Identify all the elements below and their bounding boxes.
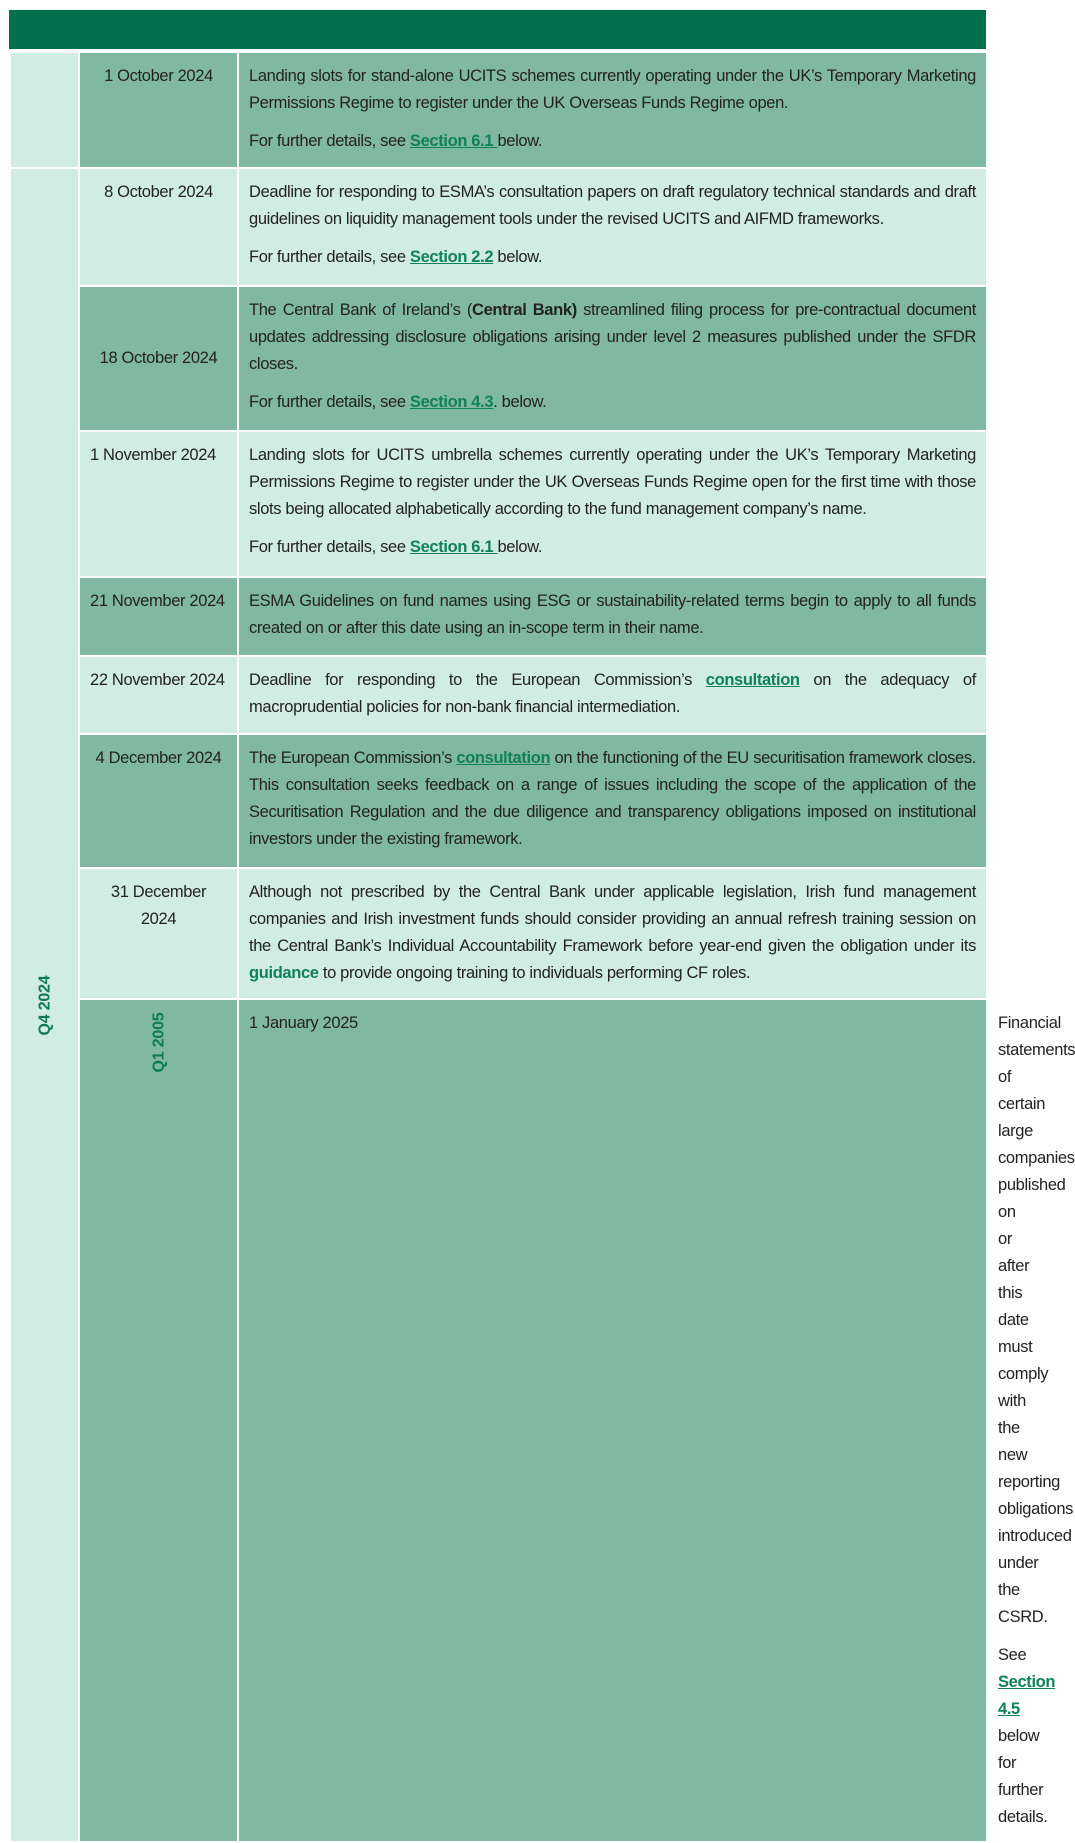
description-cell bbox=[238, 286, 987, 431]
date-text: 31 December 2024 bbox=[110, 883, 207, 928]
consultation-link[interactable]: consultation bbox=[705, 671, 800, 689]
description-cell bbox=[238, 431, 987, 577]
defined-term: Central Bank) bbox=[472, 301, 577, 319]
further-details-suffix: below for further details. bbox=[998, 1727, 1048, 1826]
table-row bbox=[10, 431, 987, 577]
description-text: Landing slots for stand-alone UCITS schemes currently operating under the UK’s Temporary Marketing Permissions Regime to register under the UK Overseas Funds Regime open. bbox=[249, 67, 976, 112]
description-text: Landing slots for UCITS umbrella schemes currently operating under the UK’s Temporary Marketing Permissions Regime to register under the UK Overseas Funds Regime open for the first time with those slots being allocated alphabetically according to the fund management company’s name. bbox=[249, 446, 976, 518]
description-text bbox=[249, 297, 976, 378]
further-details-prefix: For further details, see bbox=[249, 248, 410, 266]
further-details-suffix: below. bbox=[497, 132, 543, 150]
quarter-label: Q1 2005 bbox=[149, 1012, 167, 1073]
further-details-prefix: For further details, see bbox=[249, 538, 410, 556]
table-row: Q1 2005 1 January 2025 Financial statements of certain large companies published on or after this date must comply with the new reporting obligations introduced under the CSRD. See Section 4.5 below for further details. bbox=[10, 999, 987, 1842]
further-details-suffix: below. bbox=[497, 538, 543, 556]
date-cell: 8 October 2024 bbox=[79, 168, 238, 286]
further-details-prefix: For further details, see bbox=[249, 393, 410, 411]
text-segment: The European Commission’s bbox=[249, 749, 457, 767]
further-details-prefix: See bbox=[998, 1646, 1027, 1664]
further-details bbox=[249, 128, 976, 155]
further-details-prefix: For further details, see bbox=[249, 132, 410, 150]
guidance-link[interactable]: guidance bbox=[249, 964, 319, 982]
text-segment: on the functioning of the EU securitisation framework closes. This consultation seeks feedback on a range of issues including the scope of the application of the Securitisation Regulation and the due diligence and transparency obligations imposed on institutional investors under the existing framework. bbox=[249, 749, 977, 848]
date-cell: 18 October 2024 bbox=[79, 286, 238, 431]
further-details bbox=[249, 389, 976, 416]
table-row bbox=[10, 734, 987, 868]
description-text: Deadline for responding to ESMA’s consultation papers on draft regulatory technical standards and draft guidelines on liquidity management tools under the revised UCITS and AIFMD frameworks. bbox=[249, 183, 976, 228]
date-cell: 22 November 2024 bbox=[79, 656, 238, 734]
date-cell bbox=[79, 868, 238, 999]
quarter-label: Q4 2024 bbox=[35, 975, 53, 1035]
regulatory-timeline-table bbox=[9, 51, 1075, 1843]
table-row bbox=[10, 868, 987, 999]
table-row bbox=[10, 52, 987, 168]
description-cell bbox=[238, 656, 987, 734]
further-details-suffix: below. bbox=[493, 248, 543, 266]
table-row bbox=[10, 168, 987, 286]
description-text bbox=[249, 667, 976, 721]
quarter-cell-q4-2024 bbox=[10, 168, 79, 1842]
table-row bbox=[10, 577, 987, 656]
text-segment: The Central Bank of Ireland’s ( bbox=[249, 301, 473, 319]
description-text: ESMA Guidelines on fund names using ESG or sustainability-related terms begin to apply to all funds created on or after this date using an in-scope term in their name. bbox=[249, 592, 976, 637]
date-cell: 1 January 2025 bbox=[238, 999, 987, 1842]
date-cell: 4 December 2024 bbox=[79, 734, 238, 868]
description-cell bbox=[238, 168, 987, 286]
section-4-5-link[interactable]: Section 4.5 bbox=[998, 1673, 1056, 1718]
text-segment: Although not prescribed by the Central Bank under applicable legislation, Irish fund management companies and Irish investment funds should consider providing an annual refresh training session on the Central Bank’s Individual Accountability Framework before year-end given the obligation under its bbox=[249, 883, 976, 955]
consultation-link[interactable]: consultation bbox=[456, 749, 551, 767]
section-6-1-link[interactable]: Section 6.1 bbox=[409, 538, 498, 556]
table-row bbox=[10, 286, 987, 431]
date-cell: 1 November 2024 bbox=[79, 431, 238, 577]
further-details bbox=[249, 244, 976, 271]
quarter-cell-empty bbox=[10, 52, 79, 168]
description-cell bbox=[238, 734, 987, 868]
description-cell bbox=[238, 868, 987, 999]
table-header-bar bbox=[9, 10, 986, 49]
further-details-suffix: . below. bbox=[493, 393, 547, 411]
text-segment: to provide ongoing training to individuals performing CF roles. bbox=[318, 964, 751, 982]
text-segment: Deadline for responding to the European Commission’s bbox=[249, 671, 706, 689]
description-text bbox=[249, 879, 976, 987]
table-row bbox=[10, 656, 987, 734]
description-text bbox=[249, 745, 976, 853]
text-segment: on the adequacy of macroprudential policies for non-bank financial intermediation. bbox=[249, 671, 976, 716]
date-cell: 21 November 2024 bbox=[79, 577, 238, 656]
timeline-table-container bbox=[9, 10, 1075, 1843]
description-cell bbox=[238, 577, 987, 656]
section-2-2-link[interactable]: Section 2.2 bbox=[409, 248, 494, 266]
further-details bbox=[249, 534, 976, 561]
section-4-3-link[interactable]: Section 4.3 bbox=[409, 393, 494, 411]
text-segment: streamlined filing process for pre-contractual document updates addressing disclosure obligations arising under level 2 measures published under the SFDR closes. bbox=[249, 301, 976, 373]
date-cell: 1 October 2024 bbox=[79, 52, 238, 168]
quarter-cell-q1-2025 bbox=[79, 999, 238, 1842]
section-6-1-link[interactable]: Section 6.1 bbox=[409, 132, 498, 150]
description-cell bbox=[238, 52, 987, 168]
